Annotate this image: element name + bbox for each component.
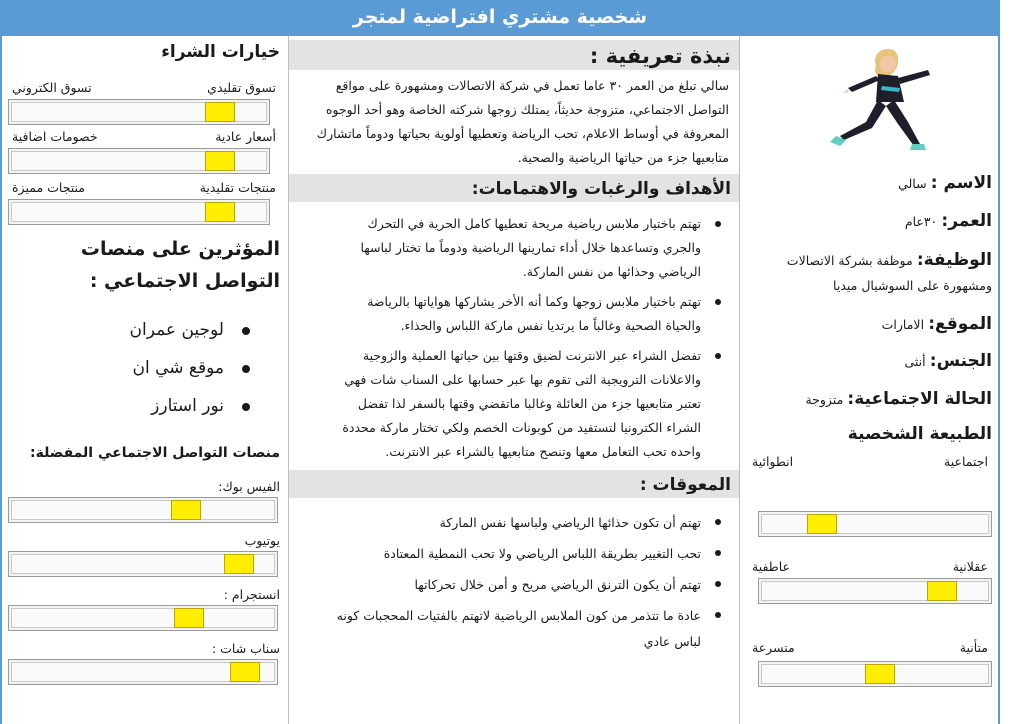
goal-item: تفضل الشراء عبر الانترنت لضيق وقتها بين حياتها العملية والزوجية والاعلانات الترويجية التى تقوم بها عبر حسابها على السناب شات فهي تعتبر متابعيها جزء من العائلة وغالبا ماتقضي وقتها بالسفر لذا تفضل الشراء الكترونيا لتستفيد من كوبونات الخصم ولكي تختار ماركة محددة واحده تحب التعامل معها وتنصح متابعيها بالشراء عبر الانترنت. [329, 344, 725, 464]
purchase-scale-3 [8, 199, 270, 225]
platform-label-facebook: الفيس بوك: [218, 479, 280, 494]
scale-marker [171, 500, 201, 520]
purchase-3-right: منتجات تقليدية [199, 180, 276, 195]
obstacle-item: عادة ما تتذمر من كون الملابس الرياضية لاتهتم بالفتيات المحجبات كونه لباس عادي [329, 603, 725, 655]
influencers-list [8, 311, 280, 425]
purchase-3-left: منتجات مميزة [12, 180, 85, 195]
scale-marker [927, 581, 957, 601]
scale-track [761, 514, 989, 534]
platform-scale-youtube [8, 551, 278, 577]
job-value: موظفة بشركة الاتصالات ومشهورة على السوشيال ميديا [786, 252, 992, 293]
gender-label: الجنس: [929, 351, 992, 372]
marital-row [748, 388, 992, 412]
platform-label-youtube: يوتيوب [244, 533, 280, 548]
purchase-scale-2 [8, 148, 270, 174]
purchase-pair-3 [8, 180, 280, 195]
personality-1-right: اجتماعية [944, 453, 988, 469]
purchase-2-left: خصومات اضافية [12, 129, 98, 144]
persona-photo [748, 40, 992, 158]
gender-value: أنثى [904, 354, 926, 370]
name-row [748, 172, 992, 196]
gender-row [748, 350, 992, 374]
scale-marker [205, 151, 235, 171]
personality-pair-3 [748, 640, 992, 655]
purchase-1-right: تسوق تقليدي [207, 80, 276, 95]
page-title: شخصية مشتري افتراضية لمتجر [0, 0, 1000, 36]
marital-label: الحالة الاجتماعية: [847, 389, 992, 410]
personality-3-left: متسرعة [752, 639, 795, 655]
bio-text: سالي تبلغ من العمر ٣٠ عاما تعمل في شركة الاتصالات ومشهورة على مواقع التواصل الاجتماعي، متزوجة حديثاً، يمتلك زوجها شركته الخاصة وهو أحد الوجوه المعروفة في أوساط الاعلام، تحب الرياضة وتعطيها أولوية بحياتها ودوماً ماتشارك متابعيها جزء من حياتها الرياضية والصحية. [316, 78, 729, 165]
goal-item: تهتم باختيار ملابس زوجها وكما أنه الأخر يشاركها هواياتها بالرياضة والحياة الصحية وغالباً ما يرتديا نفس ماركة اللباس والحذاء. [329, 290, 725, 338]
age-value: ٣٠عام [904, 213, 938, 229]
age-row [748, 210, 992, 234]
personality-heading: الطبيعة الشخصية [847, 423, 992, 444]
scale-track [11, 500, 275, 520]
personality-pair-1 [748, 454, 992, 469]
marital-value: متزوجة [805, 392, 844, 408]
platforms-heading: منصات التواصل الاجتماعي المفضلة: [29, 445, 280, 461]
influencer-item: نور استارز [8, 387, 250, 425]
details-column [288, 36, 740, 724]
location-row [748, 313, 992, 337]
scale-marker [205, 202, 235, 222]
platform-scale-snapchat [8, 659, 278, 685]
age-label: العمر: [941, 210, 992, 231]
bio-heading: نبذة تعريفية : [289, 40, 739, 70]
influencer-item: لوجين عمران [8, 311, 250, 349]
obstacles-heading: المعوقات : [289, 470, 739, 498]
personality-2-right: عقلانية [952, 558, 988, 574]
purchase-2-right: أسعار عادية [215, 129, 276, 144]
location-value: الامارات [881, 316, 925, 332]
platform-scale-facebook [8, 497, 278, 523]
platform-label-instagram: انستجرام : [223, 587, 280, 602]
goals-list [289, 208, 739, 464]
profile-column [742, 36, 998, 724]
personality-scale-2 [758, 578, 992, 604]
obstacles-list [289, 506, 739, 655]
personality-pair-2 [748, 559, 992, 574]
purchase-heading: خيارات الشراء [161, 42, 280, 62]
scale-marker [807, 514, 837, 534]
personality-2-left: عاطفية [752, 558, 791, 574]
scale-marker [174, 608, 204, 628]
name-label: الاسم : [930, 173, 992, 193]
platform-label-snapchat: سناب شات : [211, 641, 280, 656]
purchase-1-left: تسوق الكتروني [12, 80, 92, 95]
job-label: الوظيفة: [916, 249, 992, 270]
obstacle-item: تهتم أن يكون الترنق الرياضي مريح و أمن خلال تحركاتها [329, 572, 725, 598]
purchase-pair-1 [8, 80, 280, 95]
name-value: سالي [898, 176, 927, 191]
location-label: الموقع: [928, 313, 992, 334]
preferences-column [2, 36, 286, 724]
job-row [748, 248, 992, 299]
personality-scale-1 [758, 511, 992, 537]
personality-3-right: متأنية [959, 639, 988, 655]
scale-marker [205, 102, 235, 122]
platform-scale-instagram [8, 605, 278, 631]
scale-marker [230, 662, 260, 682]
obstacle-item: تحب التغيير بطريقة اللباس الرياضي ولا تحب النمطية المعتادة [329, 541, 725, 567]
scale-marker [224, 554, 254, 574]
personality-1-left: انطوائية [752, 453, 794, 469]
purchase-pair-2 [8, 129, 280, 144]
obstacle-item: تهتم أن تكون حذائها الرياضي ولباسها نفس الماركة [329, 510, 725, 536]
goal-item: تهتم باختيار ملابس رياضية مريحة تعطيها كامل الحرية في التحرك والجري وتساعدها خلال أداء تمارينها الرياضية ودوماً ما تختار لباسها الرياضي وحذائها من نفس الماركة. [329, 212, 725, 284]
influencer-item: موقع شي ان [8, 349, 250, 387]
personality-scale-3 [758, 661, 992, 687]
goals-heading: الأهداف والرغبات والاهتمامات: [289, 174, 739, 202]
scale-marker [865, 664, 895, 684]
scale-track [11, 608, 275, 628]
influencers-heading: المؤثرين على منصات التواصل الاجتماعي : [80, 238, 280, 292]
purchase-scale-1 [8, 99, 270, 125]
